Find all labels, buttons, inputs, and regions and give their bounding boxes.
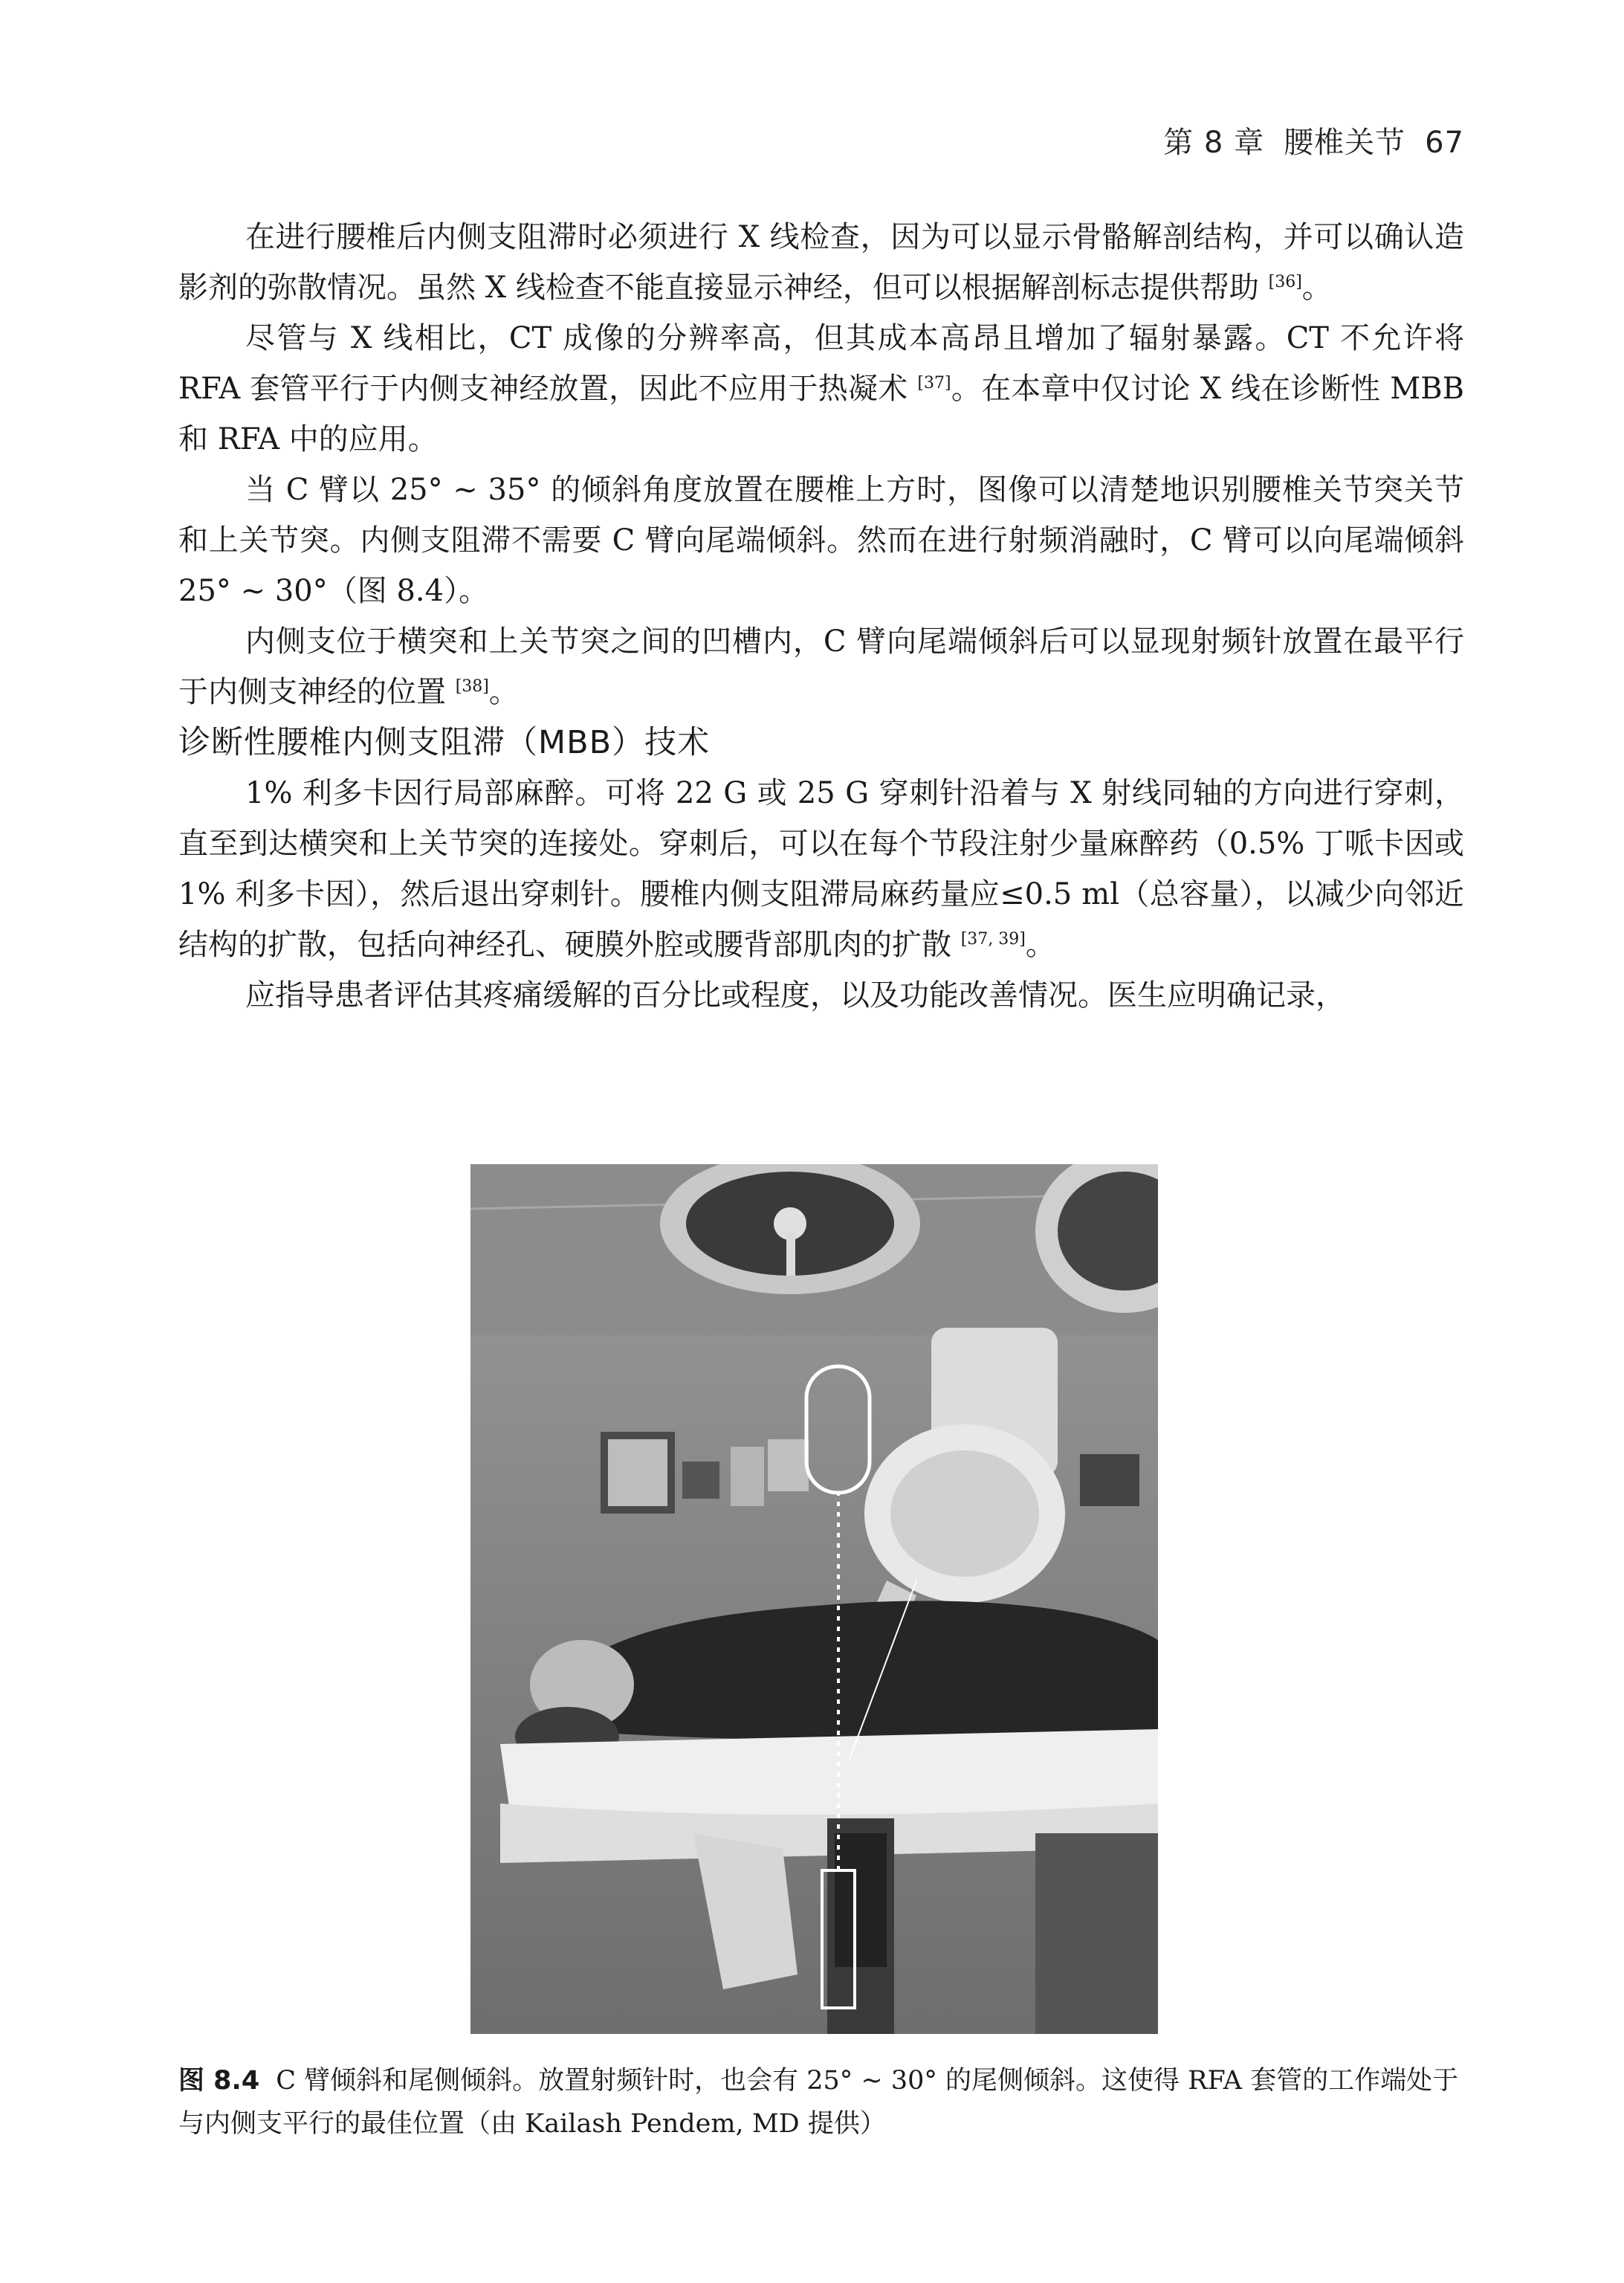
citation: [38] <box>455 677 489 696</box>
figure-label: 图 8.4 <box>178 2066 260 2096</box>
paragraph: 在进行腰椎后内侧支阻滞时必须进行 X 线检查，因为可以显示骨骼解剖结构，并可以确认造影剂的弥散情况。虽然 X 线检查不能直接显示神经，但可以根据解剖标志提供帮助 [36]。 <box>178 220 1464 305</box>
citation: [37, 39] <box>960 930 1026 949</box>
running-head <box>1144 119 1464 161</box>
paragraph: 当 C 臂以 25° ~ 35° 的倾斜角度放置在腰椎上方时，图像可以清楚地识别腰椎关节突关节和上关节突。内侧支阻滞不需要 C 臂向尾端倾斜。然而在进行射频消融时，C 臂可以向尾端倾斜 25° ~ 30°（图 8.4）。 <box>178 473 1464 608</box>
caption-text: C 臂倾斜和尾侧倾斜。放置射频针时，也会有 25° ~ 30° 的尾侧倾斜。这使得 RFA 套管的工作端处于与内侧支平行的最佳位置（由 Kailash Pendem, MD 提供） <box>178 2066 1459 2139</box>
paragraph: 内侧支位于横突和上关节突之间的凹槽内，C 臂向尾端倾斜后可以显现射频针放置在最平行于内侧支神经的位置 [38]。 <box>178 624 1464 709</box>
figure-photo <box>470 1164 1158 2034</box>
operating-room-photo <box>470 1164 1158 2034</box>
citation: [36] <box>1268 273 1302 291</box>
figure-caption <box>178 2059 1464 2145</box>
chapter-title: 腰椎关节 <box>1284 126 1406 160</box>
chapter-number: 第 8 章 <box>1163 126 1265 160</box>
citation: [37] <box>917 374 951 393</box>
paragraph: 1% 利多卡因行局部麻醉。可将 22 G 或 25 G 穿刺针沿着与 X 射线同轴的方向进行穿刺，直至到达横突和上关节突的连接处。穿刺后，可以在每个节段注射少量麻醉药（0.5% 丁哌卡因或 1% 利多卡因），然后退出穿刺针。腰椎内侧支阻滞局麻药量应≤0.5 ml（总容量），以减少向邻近结构的扩散，包括向神经孔、硬膜外腔或腰背部肌肉的扩散 [37, 39]。 <box>178 776 1464 962</box>
paragraph: 应指导患者评估其疼痛缓解的百分比或程度，以及功能改善情况。医生应明确记录， <box>245 978 1345 1013</box>
section-heading: 诊断性腰椎内侧支阻滞（MBB）技术 <box>178 724 711 761</box>
body-text <box>178 212 1464 1021</box>
page-number: 67 <box>1425 126 1464 160</box>
paragraph: 尽管与 X 线相比，CT 成像的分辨率高，但其成本高昂且增加了辐射暴露。CT 不允许将 RFA 套管平行于内侧支神经放置，因此不应用于热凝术 [37]。在本章中仅讨论 X 线在诊断性 MBB 和 RFA 中的应用。 <box>178 321 1464 456</box>
